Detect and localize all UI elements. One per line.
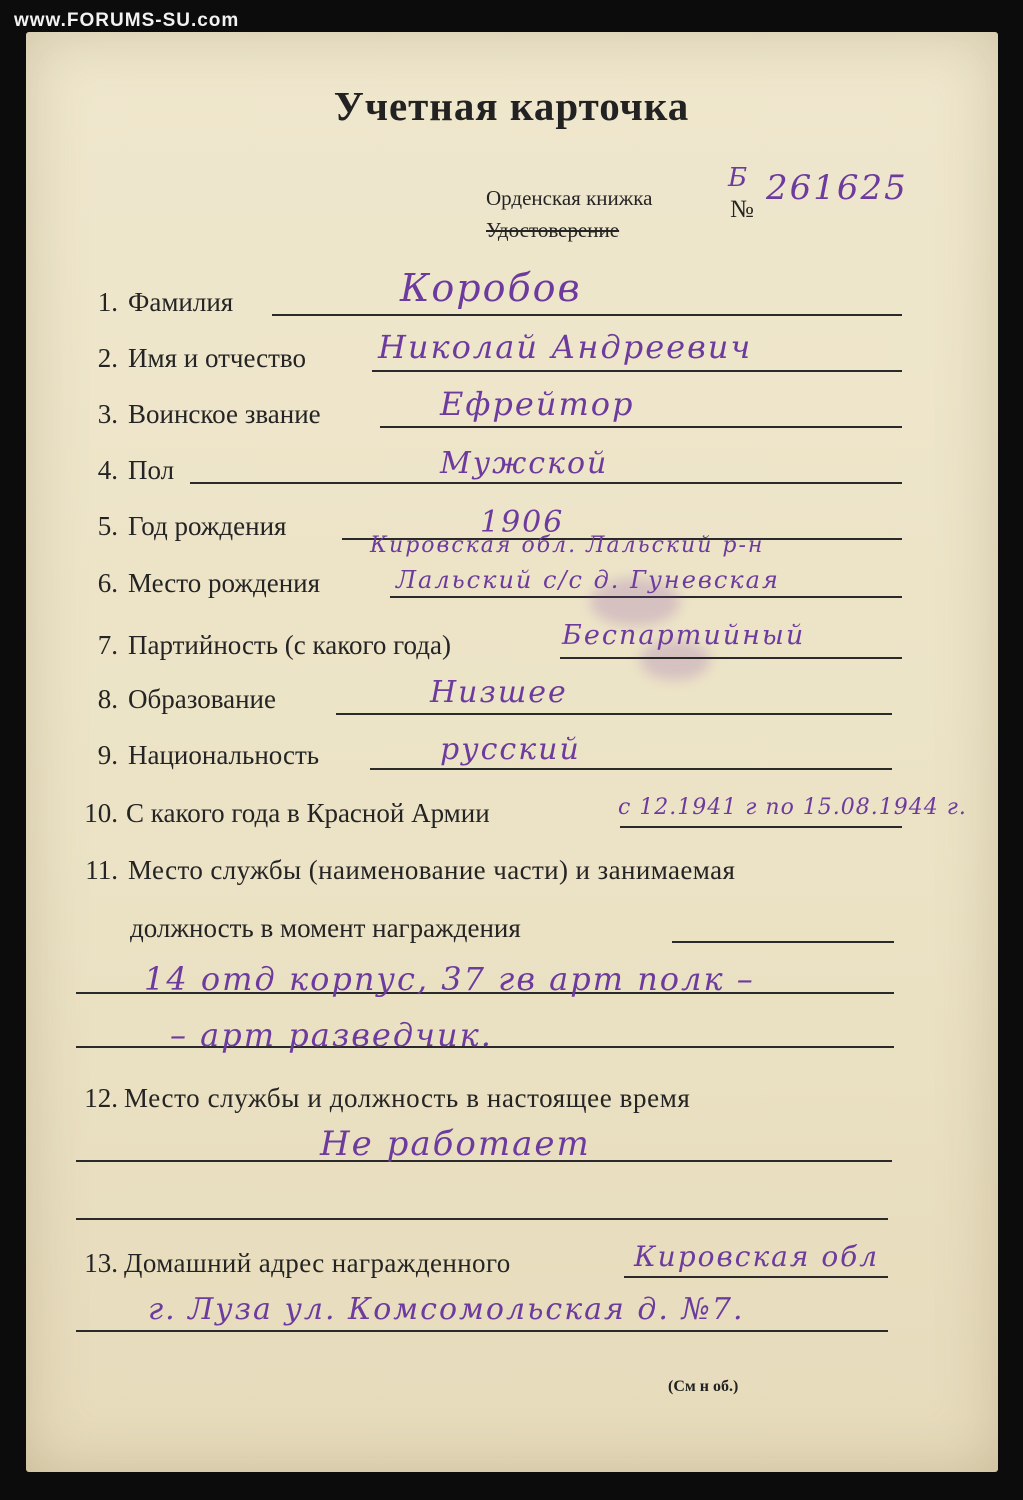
value-service-1: 14 отд корпус, 37 гв арт полк – bbox=[144, 960, 755, 998]
field-number-3: 3. bbox=[97, 399, 118, 429]
certificate-label: Удостоверение bbox=[486, 218, 620, 242]
label-sex: Пол bbox=[128, 455, 175, 485]
card-title: Учетная карточка bbox=[333, 83, 690, 129]
line-party bbox=[560, 657, 902, 659]
label-birth-year: Год рождения bbox=[128, 511, 287, 541]
label-nationality: Национальность bbox=[128, 740, 320, 770]
value-army-since: с 12.1941 г по 15.08.1944 г. bbox=[618, 795, 967, 820]
value-nationality: русский bbox=[440, 732, 581, 767]
label-party: Партийность (с какого года) bbox=[128, 630, 451, 660]
line-current-2 bbox=[76, 1218, 888, 1220]
field-number-11: 11. bbox=[85, 855, 118, 885]
see-reverse-note: (См н об.) bbox=[668, 1378, 739, 1395]
field-number-4: 4. bbox=[97, 455, 118, 485]
label-name: Имя и отчество bbox=[128, 343, 306, 373]
order-book-label: Орденская книжка bbox=[486, 186, 653, 210]
value-rank: Ефрейтор bbox=[440, 385, 635, 423]
line-service-1 bbox=[672, 941, 894, 943]
line-rank bbox=[380, 426, 902, 428]
label-surname: Фамилия bbox=[128, 287, 234, 317]
value-surname: Коробов bbox=[400, 266, 582, 310]
value-sex: Мужской bbox=[440, 446, 609, 481]
field-number-7: 7. bbox=[97, 630, 118, 660]
value-birthplace-2: Лальский с/с д. Гуневская bbox=[396, 566, 780, 594]
line-surname bbox=[272, 314, 902, 316]
label-birthplace: Место рождения bbox=[128, 568, 321, 598]
value-name: Николай Андреевич bbox=[378, 328, 753, 366]
field-number-12: 12. bbox=[84, 1083, 118, 1113]
value-address-1: Кировская обл bbox=[634, 1240, 880, 1273]
value-address-2: г. Луза ул. Комсомольская д. №7. bbox=[148, 1292, 745, 1327]
line-army-since bbox=[620, 826, 902, 828]
field-number-5: 5. bbox=[97, 511, 118, 541]
value-birth-year: 1906 bbox=[480, 505, 565, 540]
line-address-1 bbox=[624, 1276, 888, 1278]
value-education: Низшее bbox=[430, 675, 568, 710]
series-value: Б bbox=[728, 163, 750, 193]
value-party: Беспартийный bbox=[562, 620, 806, 651]
field-number-13: 13. bbox=[84, 1248, 118, 1278]
label-service-position: должность в момент награждения bbox=[130, 913, 521, 943]
number-sign: № bbox=[730, 196, 754, 223]
label-service-place: Место службы (наименование части) и занимаемая bbox=[128, 855, 736, 885]
label-home-address: Домашний адрес награжденного bbox=[124, 1248, 511, 1278]
field-number-1: 1. bbox=[97, 287, 118, 317]
label-education: Образование bbox=[128, 684, 276, 714]
field-number-2: 2. bbox=[97, 343, 118, 373]
value-service-2: – арт разведчик. bbox=[170, 1016, 493, 1054]
field-number-9: 9. bbox=[97, 740, 118, 770]
ink-stain bbox=[590, 578, 680, 626]
field-number-10: 10. bbox=[84, 798, 118, 828]
label-rank: Воинское звание bbox=[128, 399, 321, 429]
field-number-8: 8. bbox=[97, 684, 118, 714]
line-address-2 bbox=[76, 1330, 888, 1332]
watermark: www.FORUMS-SU.com bbox=[14, 10, 240, 31]
label-army-since: С какого года в Красной Армии bbox=[126, 798, 490, 828]
line-name bbox=[372, 370, 902, 372]
line-education bbox=[336, 713, 892, 715]
book-number-value: 261625 bbox=[766, 168, 908, 208]
line-sex bbox=[190, 482, 902, 484]
value-current-service: Не работает bbox=[320, 1124, 591, 1164]
value-birthplace-1: Кировская обл. Лальский р-н bbox=[370, 533, 765, 558]
label-current-service: Место службы и должность в настоящее время bbox=[124, 1083, 691, 1113]
field-number-6: 6. bbox=[97, 568, 118, 598]
line-nationality bbox=[370, 768, 892, 770]
